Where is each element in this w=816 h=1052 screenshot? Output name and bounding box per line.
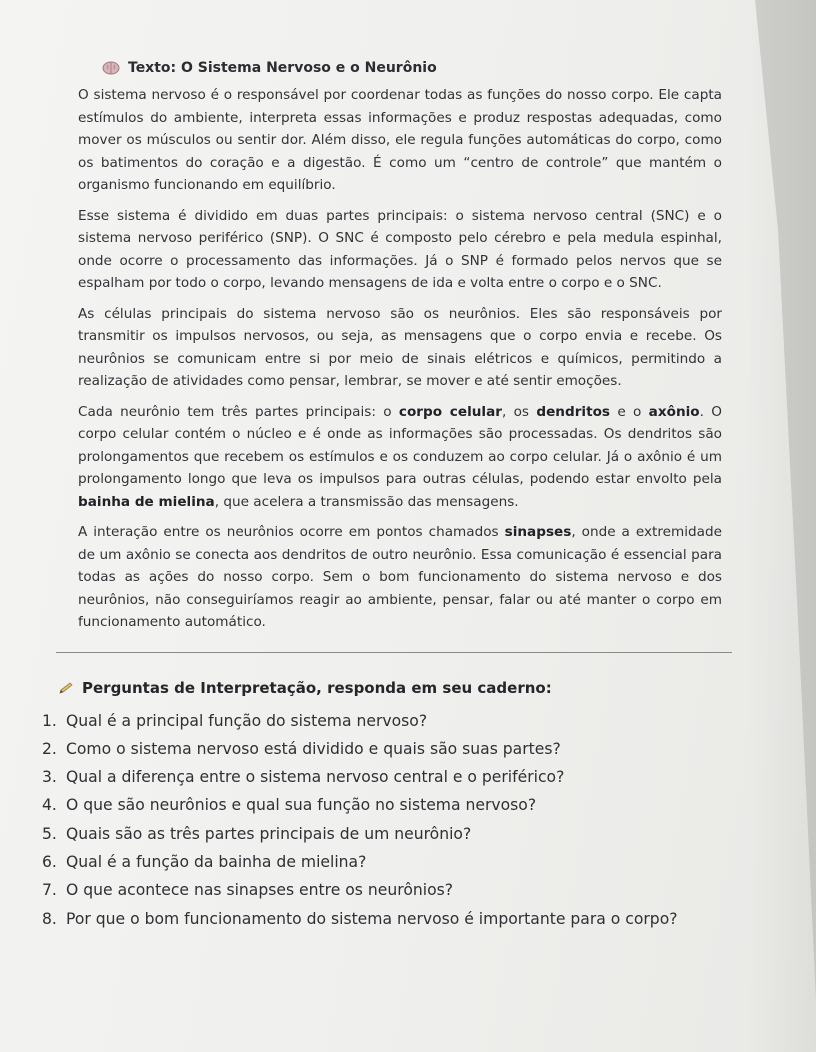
page-edge-shadow xyxy=(746,0,816,1052)
question-text: O que acontece nas sinapses entre os neurônios? xyxy=(66,881,454,900)
paragraph-text: , onde a extremidade de um axônio se conecta aos dendritos de outro neurônio. Essa comunicação é essencial para todas as ações do nosso corpo. Sem o bom funcionamento do sistema nervoso e dos neurônios, não conseguiríamos reagir ao ambiente, pensar, falar ou até manter o corpo em funcionamento automático. xyxy=(78,524,722,630)
question-list xyxy=(42,707,722,933)
question-item xyxy=(42,763,722,791)
paragraph-text: . O corpo celular contém o núcleo e é onde as informações são processadas. Os dendritos são prolongamentos que recebem os estímulos e os conduzem ao corpo celular. Já o axônio é um prolongamento longo que leva os impulsos para outras células, podendo estar envolto pela xyxy=(78,403,722,487)
question-text: Qual a diferença entre o sistema nervoso central e o periférico? xyxy=(66,768,565,787)
paragraph xyxy=(78,205,722,295)
paragraph-text: Cada neurônio tem três partes principais: o xyxy=(78,403,399,420)
section-divider xyxy=(56,652,732,653)
question-number: 3. xyxy=(42,768,57,787)
question-item xyxy=(42,820,722,848)
question-text: Como o sistema nervoso está dividido e quais são suas partes? xyxy=(66,739,561,758)
questions-heading-label: Perguntas de Interpretação, responda em seu caderno: xyxy=(82,678,552,697)
paragraph-text: , que acelera a transmissão das mensagens. xyxy=(214,493,519,510)
question-number: 5. xyxy=(42,824,57,843)
question-number: 6. xyxy=(42,852,57,871)
paragraph xyxy=(78,401,722,514)
questions-heading xyxy=(58,679,722,697)
bold-term: bainha de mielina xyxy=(78,493,215,510)
paragraph-text: Esse sistema é dividido em duas partes principais: o sistema nervoso central (SNC) e o sistema nervoso periférico (SNP). O SNC é composto pelo cérebro e pela medula espinhal, onde ocorre o processamento das informações. Já o SNP é formado pelos nervos que se espalham por todo o corpo, levando mensagens de ida e volta entre o corpo e o SNC. xyxy=(78,207,722,291)
question-number: 1. xyxy=(42,711,57,730)
question-text: Qual é a função da bainha de mielina? xyxy=(66,852,367,871)
bold-term: sinapses xyxy=(504,524,572,540)
question-number: 4. xyxy=(42,796,57,815)
question-item xyxy=(42,735,722,763)
bold-term: axônio xyxy=(648,403,700,420)
paragraph-text: As células principais do sistema nervoso são os neurônios. Eles são responsáveis por transmitir os impulsos nervosos, ou seja, as mensagens que o corpo envia e recebe. Os neurônios se comunicam entre si por meio de sinais elétricos e químicos, permitindo a realização de atividades como pensar, lembrar, se mover e até sentir emoções. xyxy=(78,305,722,389)
brain-icon xyxy=(102,61,120,75)
paragraph-text: e o xyxy=(610,403,649,420)
paragraph xyxy=(78,84,722,197)
question-number: 7. xyxy=(42,881,57,900)
pencil-icon xyxy=(58,681,74,695)
question-number: 8. xyxy=(42,909,57,928)
paragraph xyxy=(78,521,722,634)
text-title xyxy=(102,60,722,76)
question-text: Por que o bom funcionamento do sistema nervoso é importante para o corpo? xyxy=(66,909,678,928)
bold-term: dendritos xyxy=(536,403,610,420)
question-text: Qual é a principal função do sistema nervoso? xyxy=(66,711,428,730)
paragraph xyxy=(78,303,722,393)
question-item xyxy=(42,905,722,933)
question-number: 2. xyxy=(42,739,57,758)
paragraph-text: , os xyxy=(501,403,537,420)
bold-term: corpo celular xyxy=(398,403,502,420)
question-text: Quais são as três partes principais de um neurônio? xyxy=(66,824,472,843)
question-item xyxy=(42,707,722,735)
question-item xyxy=(42,791,722,819)
paragraph-text: O sistema nervoso é o responsável por coordenar todas as funções do nosso corpo. Ele capta estímulos do ambiente, interpreta essas informações e produz respostas adequadas, como mover os músculos ou sentir dor. Além disso, ele regula funções automáticas do corpo, como os batimentos do coração e a digestão. É como um “centro de controle” que mantém o organismo funcionando em equilíbrio. xyxy=(78,87,722,193)
document xyxy=(42,60,722,933)
title-label: Texto: O Sistema Nervoso e o Neurônio xyxy=(128,60,437,76)
question-text: O que são neurônios e qual sua função no sistema nervoso? xyxy=(66,796,537,815)
question-item xyxy=(42,876,722,904)
question-item xyxy=(42,848,722,876)
article-body xyxy=(72,84,722,634)
paragraph-text: A interação entre os neurônios ocorre em pontos chamados xyxy=(78,524,505,540)
